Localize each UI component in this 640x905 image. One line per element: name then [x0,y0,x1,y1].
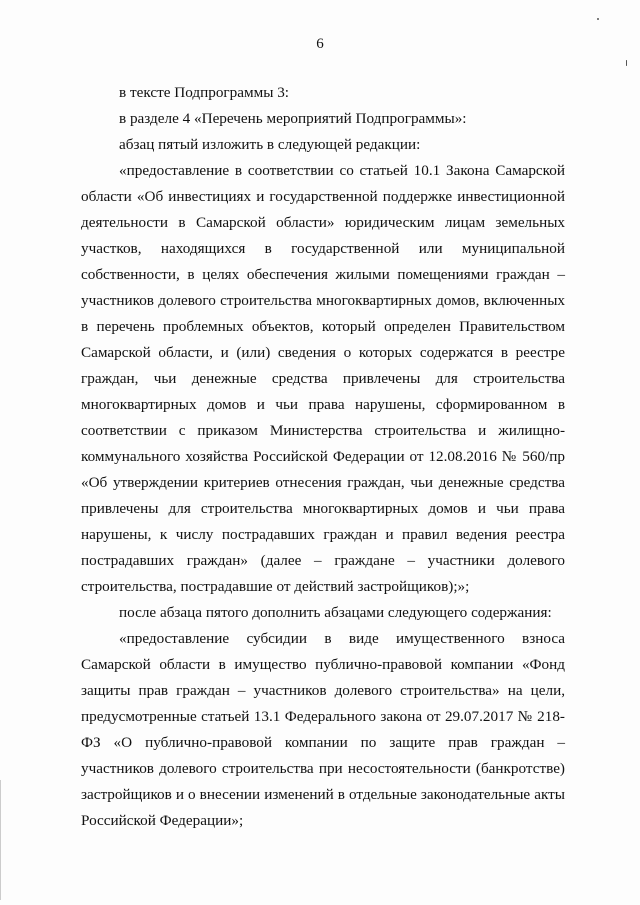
page-number: 6 [316,36,324,52]
document-body [81,80,565,834]
paragraph-add-after-abzac-5: после абзаца пятого дополнить абзацами следующего содержания: [119,604,552,621]
paragraph-section-4: в разделе 4 «Перечень мероприятий Подпрограммы»: [119,110,467,127]
paragraph-subsidy-fund: «предоставление субсидии в виде имущественного взноса Самарской области в имущество публично-правовой компании «Фонд защиты прав граждан – участников долевого строительства» на цели, предусмотренные статьей 13.1 Федерального закона от 29.07.2017 № 218-ФЗ «О публично-правовой компании по защите прав граждан – участников долевого строительства при несостоятельности (банкротстве) застройщиков и о внесении изменений в отдельные законодательные акты Российской Федерации»; [81,630,565,829]
paragraph-provision-land-plots: «предоставление в соответствии со статьей 10.1 Закона Самарской области «Об инвестициях и государственной поддержке инвестиционной деятельности в Самарской области» юридическим лицам земельных участков, находящихся в государственной или муниципальной собственности, в целях обеспечения жилыми помещениями граждан – участников долевого строительства многоквартирных домов, включенных в перечень проблемных объектов, который определен Правительством Самарской области, и (или) сведения о которых содержатся в реестре граждан, чьи денежные средства привлечены для строительства многоквартирных домов и чьи права нарушены, сформированном в соответствии с приказом Министерства строительства и жилищно-коммунального хозяйства Российской Федерации от 12.08.2016 № 560/пр «Об утверждении критериев отнесения граждан, чьи денежные средства привлечены для строительства многоквартирных домов и чьи права нарушены, к числу пострадавших граждан и правил ведения реестра пострадавших граждан» (далее – граждане – участники долевого строительства, пострадавшие от действий застройщиков);»; [81,162,565,595]
scan-speck [626,60,627,66]
paragraph-subprogram-3: в тексте Подпрограммы 3: [119,84,290,101]
paragraph-abzac-5-instruction: абзац пятый изложить в следующей редакции: [119,136,421,153]
scan-speck [597,18,599,20]
scan-edge-line [0,780,1,900]
